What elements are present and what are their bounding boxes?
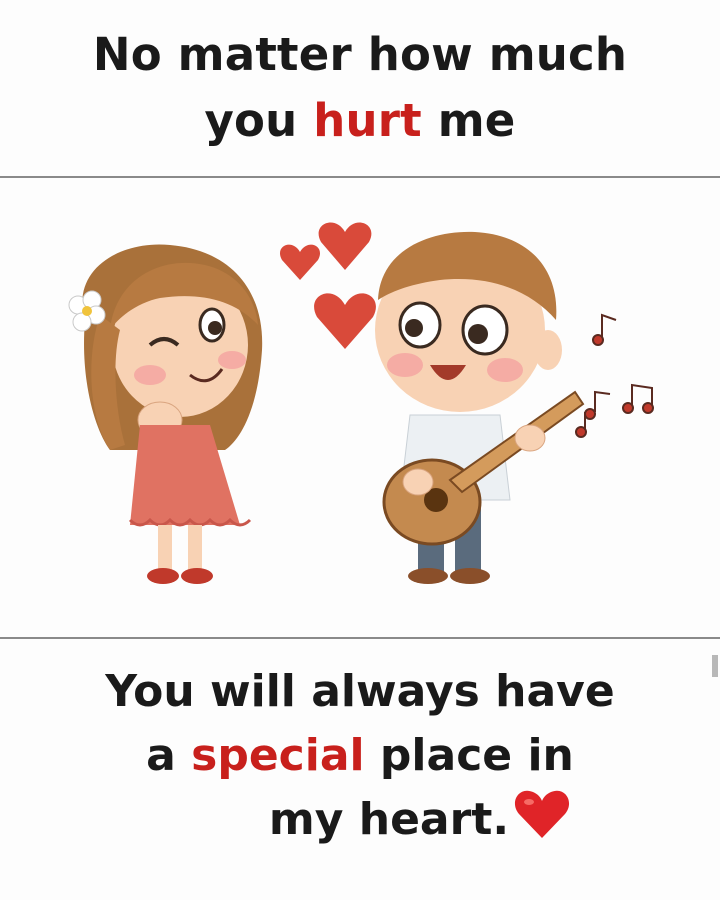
bottom-caption [0, 660, 720, 852]
heart-icon [513, 788, 571, 840]
music-note-icon [593, 315, 616, 345]
top-caption [0, 22, 720, 154]
top-divider [0, 176, 720, 178]
music-note-icon [623, 385, 653, 413]
top-caption-prefix: you [204, 94, 314, 147]
music-note-icon [585, 392, 610, 419]
couple-illustration [0, 180, 720, 635]
highlight-word-hurt: hurt [313, 94, 422, 147]
highlight-word-special: special [191, 730, 365, 781]
heart-icon [314, 293, 376, 349]
bottom-caption-suffix: place in [364, 730, 574, 781]
bottom-caption-line-1: You will always have [105, 666, 615, 717]
girl-character [69, 244, 262, 584]
heart-icon [280, 245, 320, 280]
bottom-caption-line-3 [0, 788, 720, 852]
top-caption-line-1: No matter how much [92, 28, 628, 81]
music-note-icon [576, 412, 586, 437]
bottom-caption-prefix: a [146, 730, 192, 781]
music-notes [576, 315, 653, 437]
heart-icon [319, 223, 372, 270]
bottom-divider [0, 637, 720, 639]
top-caption-line-2 [0, 88, 720, 154]
bottom-caption-line-2 [0, 724, 720, 788]
boy-character [375, 232, 583, 584]
floating-hearts [280, 223, 376, 349]
top-caption-suffix: me [421, 94, 516, 147]
bottom-caption-line-3-text: my heart. [268, 794, 510, 845]
